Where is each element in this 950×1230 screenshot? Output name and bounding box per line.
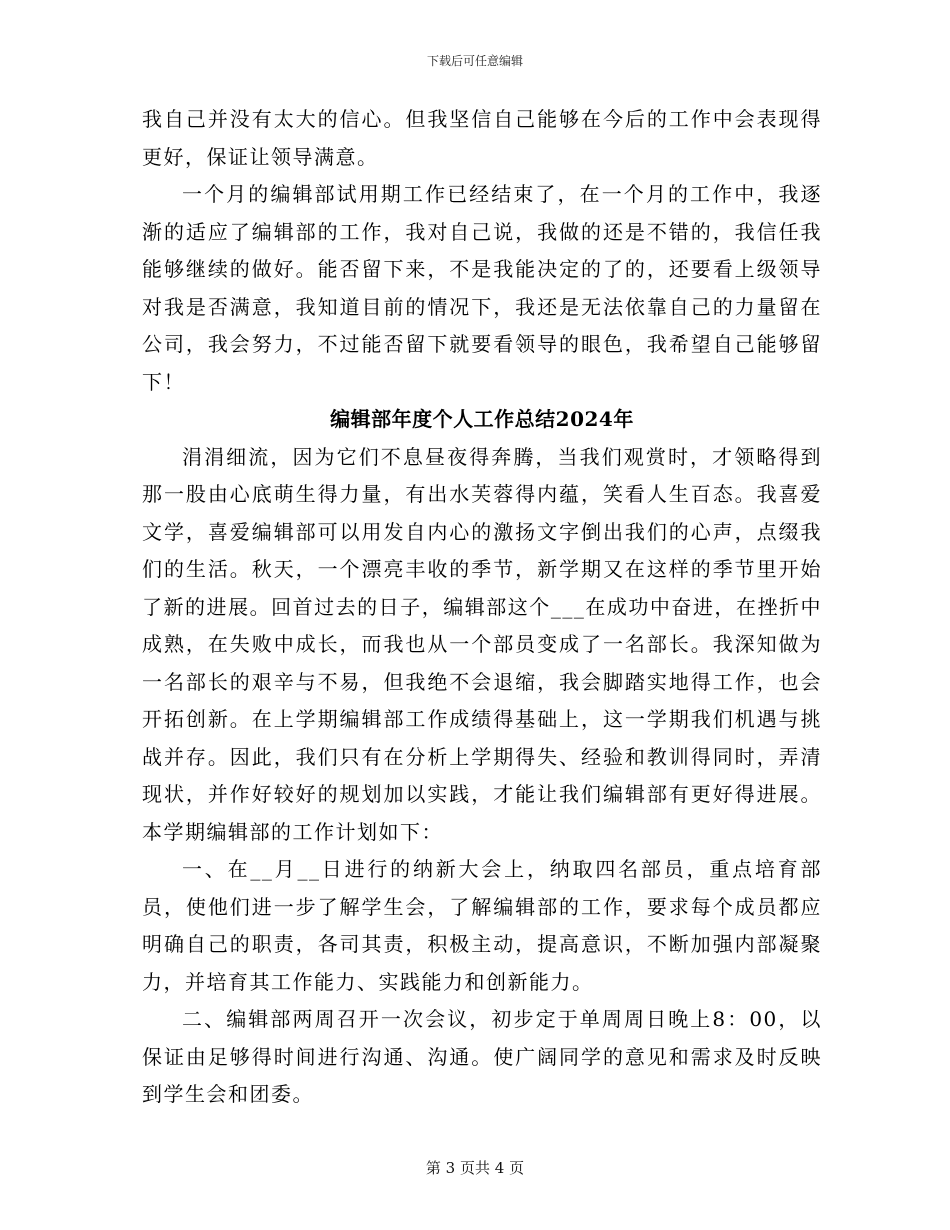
document-body xyxy=(142,101,822,1114)
paragraph-plan-item-1: 一、在__月__日进行的纳新大会上，纳取四名部员，重点培育部员，使他们进一步了解学生会，了解编辑部的工作，要求每个成员都应明确自己的职责，各司其责，积极主动，提高意识，不断加强内部凝聚力，并培育其工作能力、实践能力和创新能力。 xyxy=(142,857,822,994)
paragraph-probation-summary: 一个月的编辑部试用期工作已经结束了，在一个月的工作中，我逐渐的适应了编辑部的工作，我对自己说，我做的还是不错的，我信任我能够继续的做好。能否留下来，不是我能决定的了的，还要看上级领导对我是否满意，我知道目前的情况下，我还是无法依靠自己的力量留在公司，我会努力，不过能否留下就要看领导的眼色，我希望自己能够留下！ xyxy=(142,182,822,394)
paragraph-continuation: 我自己并没有太大的信心。但我坚信自己能够在今后的工作中会表现得更好，保证让领导满意。 xyxy=(142,107,822,169)
section-title: 编辑部年度个人工作总结2024年 xyxy=(330,407,634,431)
paragraph-introduction: 涓涓细流，因为它们不息昼夜得奔腾，当我们观赏时，才领略得到那一股由心底萌生得力量，有出水芙蓉得内蕴，笑看人生百态。我喜爱文学，喜爱编辑部可以用发自内心的激扬文字倒出我们的心声，点缀我们的生活。秋天，一个漂亮丰收的季节，新学期又在这样的季节里开始了新的进展。回首过去的日子，编辑部这个___在成功中奋进，在挫折中成熟，在失败中成长，而我也从一个部员变成了一名部长。我深知做为一名部长的艰辛与不易，但我绝不会退缩，我会脚踏实地得工作，也会开拓创新。在上学期编辑部工作成绩得基础上，这一学期我们机遇与挑战并存。因此，我们只有在分析上学期得失、经验和教训得同时，弄清现状，并作好较好的规划加以实践，才能让我们编辑部有更好得进展。本学期编辑部的工作计划如下： xyxy=(142,444,822,844)
page-header-note: 下载后可任意编辑 xyxy=(426,54,523,68)
paragraph-plan-item-2: 二、编辑部两周召开一次会议，初步定于单周周日晚上8：00，以保证由足够得时间进行沟通、沟通。使广阔同学的意见和需求及时反映到学生会和团委。 xyxy=(142,1007,822,1106)
page-number: 第 3 页共 4 页 xyxy=(425,1159,525,1177)
